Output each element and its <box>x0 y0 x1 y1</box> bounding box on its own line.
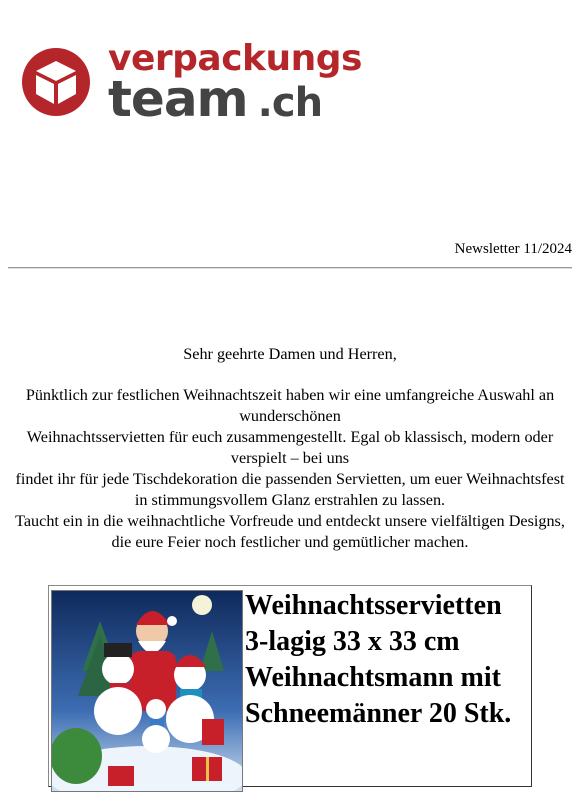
intro-line-1: Pünktlich zur festlichen Weihnachtszeit haben wir eine umfangreiche Auswahl an wunderschönen <box>25 386 555 425</box>
santa-snowmen-napkin-image <box>52 591 242 791</box>
product-card[interactable] <box>48 585 532 787</box>
intro-text <box>8 344 572 553</box>
verpackungsteam-logo[interactable] <box>20 38 362 128</box>
product-image[interactable] <box>51 590 243 792</box>
header <box>0 0 580 140</box>
intro-line-4: Taucht ein in die weihnachtliche Vorfreude und entdeckt unsere vielfältigen Designs, die eure Feier noch festlicher und gemütlicher machen. <box>15 512 565 551</box>
newsletter-issue: Newsletter 11/2024 <box>454 241 572 257</box>
logo-text-verpackungs: verpackungs <box>108 38 362 79</box>
intro-line-2: Weihnachtsservietten für euch zusammengestellt. Egal ob klassisch, modern oder verspielt – bei uns <box>26 428 554 467</box>
logo-text-ch: .ch <box>257 80 323 126</box>
product-title-cell[interactable] <box>245 588 529 732</box>
greeting: Sehr geehrte Damen und Herren, <box>183 345 397 363</box>
product-title[interactable]: Weihnachtsservietten 3-lagig 33 x 33 cm Weihnachtsmann mit Schneemänner 20 Stk. <box>245 590 512 729</box>
box-logo-icon <box>20 46 92 118</box>
logo-text-team: team .ch <box>108 70 323 128</box>
intro-line-3: findet ihr für jede Tischdekoration die passenden Servietten, um euer Weihnachtsfest in stimmungsvollem Glanz erstrahlen zu lassen. <box>15 470 565 509</box>
divider <box>8 267 572 269</box>
